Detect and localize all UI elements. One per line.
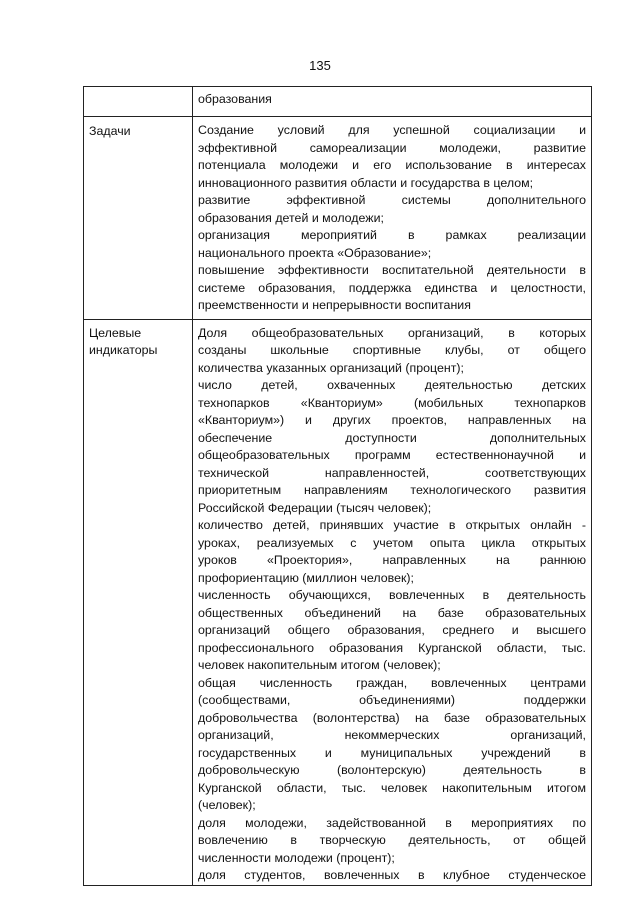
text-line: потенциала молодежи и его использование в интересах: [198, 158, 586, 172]
text-line: общественных объединений на базе образовательных: [198, 605, 586, 620]
row-content: [193, 87, 592, 117]
text-line: доля студентов, вовлеченных в клубное студенческое: [198, 868, 586, 882]
text-line: национального проекта «Образование»;: [198, 245, 432, 260]
text-line: технопарков «Кванториум» (мобильных технопарков: [198, 395, 586, 410]
text-line: уроков «Проектория», направленных на раннюю: [198, 553, 586, 567]
row-label-indicators-text: Целевые индикаторы: [89, 325, 158, 357]
page-number: 135: [309, 58, 331, 73]
text-line: количества указанных организаций (процент);: [198, 360, 464, 375]
text-line: (человек);: [198, 798, 256, 812]
text-line: организаций общего образования, среднего и высшего: [198, 623, 586, 637]
text-line: уроках, реализуемых с учетом опыта цикла открытых: [198, 535, 586, 550]
table-row: [84, 319, 592, 885]
text-line: преемственности и непрерывности воспитания: [198, 298, 471, 312]
text-line: «Кванториум») и других проектов, направленных на: [198, 413, 586, 427]
text-line: профессионального образования Курганской области, тыс.: [198, 640, 586, 655]
row-content-tasks: [193, 117, 592, 320]
row-label: [84, 87, 193, 117]
text-line: количество детей, принявших участие в открытых онлайн -: [198, 518, 586, 532]
table-row: [84, 87, 592, 117]
text-line: развитие эффективной системы дополнительного: [198, 193, 586, 207]
text-line: обеспечение доступности дополнительных: [198, 430, 586, 445]
text-line: эффективной самореализации молодежи, развитие: [198, 140, 586, 155]
text-line: образования детей и молодежи;: [198, 210, 384, 225]
text-line: организация мероприятий в рамках реализации: [198, 228, 586, 242]
text-line: численности молодежи (процент);: [198, 850, 395, 865]
text-line: технической направленностей, соответствующих: [198, 465, 586, 480]
text-line: (сообществами, объединениями) поддержки: [198, 693, 586, 707]
text-line: приоритетным направлениям технологического развития: [198, 483, 586, 497]
text-line: человек накопительным итогом (человек);: [198, 658, 441, 672]
text-line: вовлечению в творческую деятельность, от общей: [198, 833, 586, 847]
row-label-indicators: [84, 319, 193, 885]
text-line: организаций, некоммерческих организаций,: [198, 728, 586, 742]
text-line: Доля общеобразовательных организаций, в которых: [198, 325, 586, 340]
text-line: Создание условий для успешной социализации и: [198, 123, 586, 137]
text-line: общеобразовательных программ естественнонаучной и: [198, 448, 586, 462]
text-line: доля молодежи, задействованной в мероприятиях по: [198, 815, 586, 830]
text-line: общая численность граждан, вовлеченных центрами: [198, 675, 586, 690]
text-line: системе образования, поддержка единства и целостности,: [198, 280, 586, 295]
table-row: [84, 117, 592, 320]
text-line: профориентацию (миллион человек);: [198, 570, 414, 585]
text-line: численность обучающихся, вовлеченных в деятельность: [198, 588, 586, 602]
text-line: повышение эффективности воспитательной деятельности в: [198, 263, 586, 277]
text-line: инновационного развития области и государства в целом;: [198, 175, 534, 190]
text-line: добровольчества (волонтерства) на базе образовательных: [198, 710, 586, 725]
text-line: созданы школьные спортивные клубы, от общего: [198, 343, 586, 357]
row-content-indicators: [193, 319, 592, 885]
text-line: число детей, охваченных деятельностью детских: [198, 378, 586, 392]
text-line: образования: [198, 92, 272, 106]
row-label-tasks: Задачи: [84, 117, 193, 320]
text-line: Курганской области, тыс. человек накопительным итогом: [198, 780, 586, 795]
text-line: добровольческую (волонтерскую) деятельность в: [198, 763, 586, 777]
program-passport-table: [83, 86, 592, 886]
text-line: государственных и муниципальных учреждений в: [198, 745, 586, 760]
text-line: Российской Федерации (тысяч человек);: [198, 500, 432, 515]
